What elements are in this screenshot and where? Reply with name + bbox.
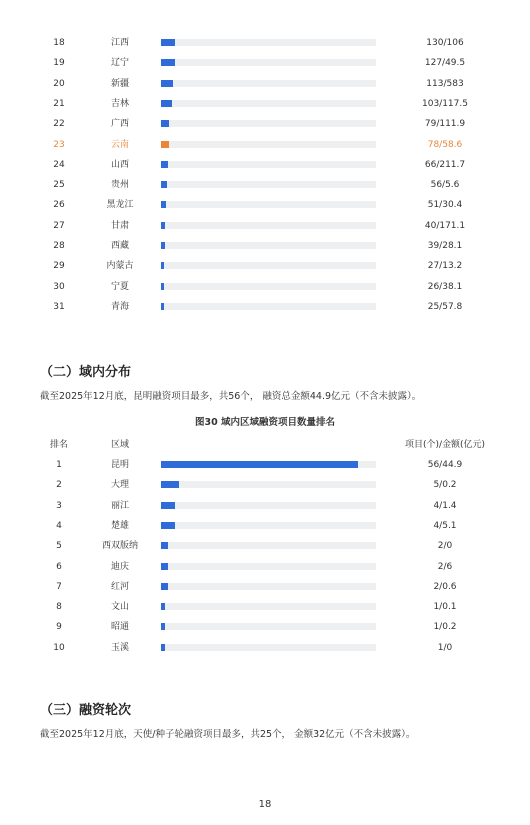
- section-heading-rounds: （三）融资轮次: [40, 703, 132, 718]
- table-row: [0, 175, 530, 195]
- row-bar: [161, 461, 358, 468]
- row-region: 文山: [110, 602, 129, 613]
- row-rank: 7: [56, 581, 62, 592]
- table-row: [0, 557, 530, 577]
- table-row: [0, 114, 530, 134]
- row-region: 内蒙古: [106, 261, 134, 272]
- row-bar: [161, 161, 168, 168]
- row-bar-track: [161, 623, 376, 630]
- table-row: [0, 135, 530, 155]
- row-bar: [161, 100, 172, 107]
- row-rank: 1: [56, 460, 62, 470]
- row-rank: 28: [53, 241, 65, 251]
- row-bar: [161, 603, 165, 610]
- row-region: 昆明: [110, 460, 129, 470]
- row-value: 127/49.5: [424, 58, 466, 69]
- table-row: [0, 516, 530, 536]
- row-region: 黑龙江: [106, 200, 134, 211]
- row-region: 大理: [110, 480, 129, 491]
- row-rank: 8: [56, 602, 62, 613]
- row-bar: [161, 563, 168, 570]
- row-rank: 3: [56, 500, 62, 511]
- row-bar-track: [161, 563, 376, 570]
- row-value: 1/0.2: [433, 622, 457, 633]
- row-bar-track: [161, 583, 376, 590]
- row-region: 江西: [110, 38, 129, 48]
- row-bar: [161, 80, 173, 87]
- section-paragraph-rounds: 截至2025年12月底，天使/种子轮融资项目最多，共25个， 金额32亿元（不含未披露）。: [40, 729, 416, 740]
- section-heading-distribution: （二）域内分布: [40, 365, 132, 380]
- row-region: 宁夏: [110, 281, 129, 292]
- row-value: 25/57.8: [427, 301, 463, 312]
- row-bar: [161, 283, 164, 290]
- row-bar-track: [161, 481, 376, 488]
- row-value: 1/0: [437, 642, 453, 653]
- header-rank: 排名: [49, 440, 68, 450]
- row-region: 新疆: [110, 78, 129, 89]
- table-row: [0, 216, 530, 236]
- row-bar-track: [161, 242, 376, 249]
- row-bar-track: [161, 222, 376, 229]
- row-rank: 9: [56, 622, 62, 633]
- figure-title: 图30 域内区域融资项目数量排名: [194, 417, 336, 428]
- row-value: 39/28.1: [427, 241, 463, 251]
- table-row: [0, 475, 530, 495]
- row-bar: [161, 644, 165, 651]
- row-bar: [161, 59, 175, 66]
- row-bar: [161, 201, 166, 208]
- row-rank: 25: [53, 180, 65, 191]
- table-row: [0, 455, 530, 475]
- row-value: 2/6: [437, 561, 453, 572]
- row-rank: 21: [53, 98, 65, 109]
- row-bar: [161, 222, 165, 229]
- table-row: [0, 256, 530, 276]
- row-bar: [161, 481, 179, 488]
- row-rank: 10: [53, 642, 65, 653]
- row-value: 56/44.9: [427, 460, 463, 470]
- row-bar-track: [161, 303, 376, 310]
- row-region: 吉林: [110, 98, 129, 109]
- row-rank: 23: [53, 139, 65, 150]
- row-bar: [161, 141, 169, 148]
- row-bar-track: [161, 80, 376, 87]
- row-bar-track: [161, 120, 376, 127]
- row-bar-track: [161, 522, 376, 529]
- row-rank: 29: [53, 261, 65, 272]
- row-region: 云南: [110, 139, 129, 150]
- row-rank: 22: [53, 119, 65, 130]
- row-rank: 26: [53, 200, 65, 211]
- row-rank: 2: [56, 480, 62, 491]
- row-region: 山西: [110, 159, 129, 170]
- row-rank: 18: [53, 38, 65, 48]
- row-value: 40/171.1: [424, 220, 466, 231]
- table-row: [0, 297, 530, 317]
- row-rank: 6: [56, 561, 62, 572]
- header-value: 项目(个)/金额(亿元): [404, 440, 486, 450]
- row-bar-track: [161, 39, 376, 46]
- row-value: 78/58.6: [427, 139, 463, 150]
- row-region: 丽江: [110, 500, 129, 511]
- row-value: 27/13.2: [427, 261, 463, 272]
- row-value: 51/30.4: [427, 200, 463, 211]
- row-value: 2/0.6: [433, 581, 457, 592]
- row-value: 113/583: [426, 78, 464, 89]
- row-bar-track: [161, 283, 376, 290]
- row-region: 昭通: [110, 622, 129, 633]
- row-value: 1/0.1: [433, 602, 457, 613]
- table-row: [0, 597, 530, 617]
- row-bar: [161, 542, 168, 549]
- row-rank: 31: [53, 301, 65, 312]
- row-region: 西双版纳: [101, 541, 138, 552]
- row-value: 4/5.1: [433, 520, 457, 531]
- row-region: 青海: [110, 301, 129, 312]
- row-bar-track: [161, 161, 376, 168]
- row-bar-track: [161, 603, 376, 610]
- row-bar-track: [161, 141, 376, 148]
- row-bar-track: [161, 542, 376, 549]
- row-region: 广西: [110, 119, 129, 130]
- row-region: 玉溪: [110, 642, 129, 653]
- row-rank: 30: [53, 281, 65, 292]
- row-rank: 5: [56, 541, 62, 552]
- table-row: [0, 155, 530, 175]
- row-value: 103/117.5: [422, 98, 468, 109]
- row-rank: 27: [53, 220, 65, 231]
- row-value: 79/111.9: [424, 119, 466, 130]
- row-value: 5/0.2: [433, 480, 457, 491]
- row-region: 楚雄: [110, 520, 129, 531]
- header-region: 区域: [110, 440, 129, 450]
- figure-table-header: [0, 435, 530, 455]
- row-rank: 20: [53, 78, 65, 89]
- row-bar: [161, 39, 175, 46]
- row-bar-track: [161, 201, 376, 208]
- row-bar: [161, 242, 165, 249]
- row-value: 26/38.1: [427, 281, 463, 292]
- row-bar: [161, 303, 164, 310]
- row-rank: 4: [56, 520, 62, 531]
- row-bar-track: [161, 181, 376, 188]
- table-row: [0, 94, 530, 114]
- row-value: 4/1.4: [433, 500, 457, 511]
- section-paragraph-distribution: 截至2025年12月底，昆明融资项目最多，共56个， 融资总金额44.9亿元（不含未披露）。: [40, 391, 422, 402]
- row-bar: [161, 502, 175, 509]
- row-value: 2/0: [437, 541, 453, 552]
- row-region: 迪庆: [110, 561, 129, 572]
- table-row: [0, 577, 530, 597]
- row-bar: [161, 262, 164, 269]
- row-value: 130/106: [426, 38, 464, 48]
- row-bar-track: [161, 502, 376, 509]
- row-region: 辽宁: [110, 58, 129, 69]
- table-row: [0, 536, 530, 556]
- row-rank: 19: [53, 58, 65, 69]
- page-number: 18: [258, 799, 272, 810]
- row-bar-track: [161, 461, 376, 468]
- table-row: [0, 195, 530, 215]
- table-row: [0, 617, 530, 637]
- row-value: 56/5.6: [430, 180, 460, 191]
- row-bar: [161, 522, 175, 529]
- row-bar: [161, 120, 169, 127]
- table-row: [0, 496, 530, 516]
- row-bar: [161, 623, 165, 630]
- row-region: 西藏: [110, 241, 129, 251]
- row-bar: [161, 181, 167, 188]
- row-bar-track: [161, 59, 376, 66]
- table-row: [0, 638, 530, 658]
- table-row: [0, 236, 530, 256]
- row-bar: [161, 583, 168, 590]
- row-value: 66/211.7: [424, 159, 466, 170]
- row-region: 红河: [110, 581, 129, 592]
- row-bar-track: [161, 100, 376, 107]
- row-bar-track: [161, 262, 376, 269]
- table-row: [0, 53, 530, 73]
- row-bar-track: [161, 644, 376, 651]
- row-rank: 24: [53, 159, 65, 170]
- table-row: [0, 277, 530, 297]
- table-row: [0, 33, 530, 53]
- row-region: 贵州: [110, 180, 129, 191]
- table-row: [0, 74, 530, 94]
- row-region: 甘肃: [110, 220, 129, 231]
